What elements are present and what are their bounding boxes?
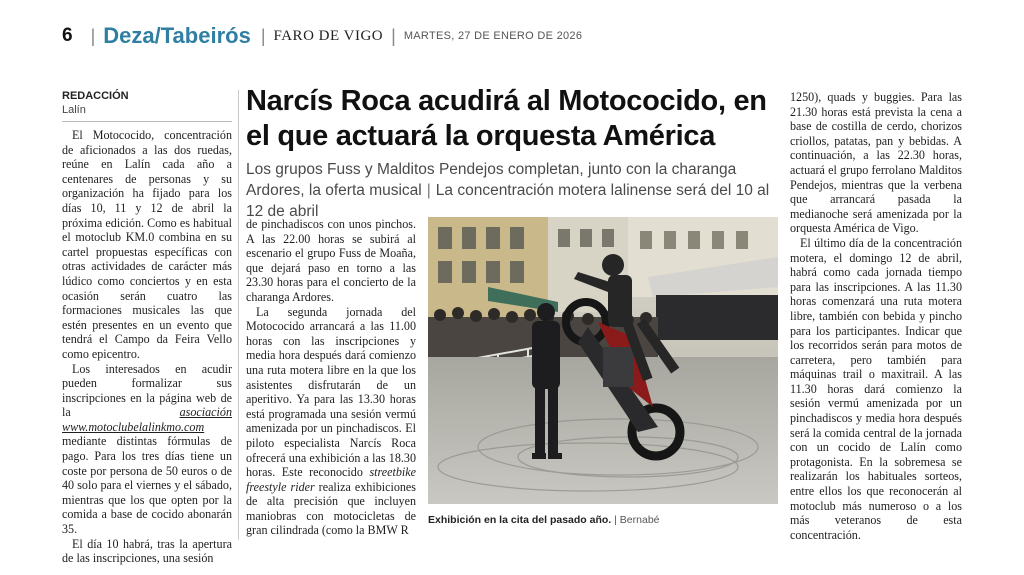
byline-rule [62, 121, 232, 122]
newspaper-name: FARO DE VIGO [273, 27, 384, 44]
paragraph-text: mediante distintas fórmulas de pago. Para los tres días tiene un coste por persona de 50 euros o de 40 solo para el viernes y el sábado, mientras que los que opten por la comida a base de cocido abonarán 35. [62, 434, 232, 537]
caption-separator: | [614, 514, 617, 526]
header-divider: | [90, 25, 96, 46]
page-header [62, 18, 962, 54]
paragraph [246, 305, 416, 539]
article-column-3 [790, 90, 962, 542]
paragraph: El último día de la concentración motera, el domingo 12 de abril, habrá como cada jornada tiempo para las inscripciones. A las 11.30 horas comenzará una ruta motera libre, también con bebida y pincho para los participantes. Indicar que los recorridos serán para motos de carretera, pero también para máquinas trail o maxitrail. A las 11.30 horas dará comienzo la sesión vermú amenizada por un pinchadiscos y media hora después será la comida central de la jornada con un cocido de Lalín como protagonista. En la sobremesa se realizarán los habituales sorteos, entre ellos los que reconocerán al motoclub más numeroso o a los más veteranos de esta concentración. [790, 235, 962, 542]
website-link[interactable]: asociación www.motoclubelalinkmo.com [62, 405, 232, 434]
caption-text: Exhibición en la cita del pasado año. [428, 514, 612, 526]
paragraph-text: La segunda jornada del Motococido arrancará a las 11.00 horas con las inscripciones y media hora después dará comienzo una ruta motera libre en la que los asistentes disfrutarán de un aperitivo. Ya para las 13.30 horas está programada una sesión vermú amenizada por un pinchadiscos. El piloto especialista Narcís Roca ofrecerá una exhibición a las 18.30 horas. Este reconocido [246, 304, 416, 480]
motorcycle-stunt-photo [428, 217, 778, 504]
article-column-2 [246, 217, 416, 538]
article-column-1 [62, 128, 232, 566]
column-divider [238, 90, 239, 540]
paragraph: de pinchadiscos con unos pinchos. A las 22.00 horas se subirá al escenario el grupo Fuss de Moaña, que dejará paso en torno a las 23.30 horas para el concierto de la charanga Ardores. [246, 217, 416, 304]
paragraph: 1250), quads y buggies. Para las 21.30 horas está prevista la cena a base de costilla de cerdo, chorizos criollos, patatas, pan y bebidas. A continuación, a las 22.30 horas, actuará el grupo ferrolano Malditos Pendejos, mientras que la verbena que arrancará pasada la medianoche será amenizada por la orquesta América de Vigo. [790, 90, 962, 236]
italic-term: streetbike freestyle rider [246, 465, 416, 494]
photo-credit: Bernabé [619, 514, 660, 526]
paragraph-text: Los interesados en acudir pueden formalizar sus inscripciones en la página web de la [62, 361, 232, 420]
photo-caption [428, 514, 778, 526]
header-divider: | [260, 25, 266, 46]
byline-author: REDACCIÓN [62, 90, 129, 102]
byline-location: Lalín [62, 104, 86, 116]
header-divider: | [391, 25, 396, 46]
section-title: Deza/Tabeirós [103, 23, 251, 48]
paragraph-text: realiza exhibiciones de alta precisión que incluyen maniobras con motocicletas de gran cilindrada (como la BMW R [246, 479, 416, 538]
article-photo [428, 217, 778, 504]
subhead-part-1: Los grupos Fuss y Malditos Pendejos completan, junto con la charanga Ardores, la oferta musical [246, 161, 737, 199]
subhead-part-2: La concentración motera lalinense será del 10 al 12 de abril [246, 182, 770, 220]
paragraph: El día 10 habrá, tras la apertura de las inscripciones, una sesión [62, 536, 232, 566]
page-number: 6 [62, 25, 73, 46]
paragraph [62, 362, 232, 537]
article-headline: Narcís Roca acudirá al Motococido, en el que actuará la orquesta América [246, 85, 767, 152]
subhead-separator: | [426, 182, 431, 199]
issue-date: MARTES, 27 DE ENERO DE 2026 [403, 30, 583, 42]
paragraph: El Motococido, concentración de aficionados a las dos ruedas, reúne en Lalín cada año a centenares de personas y su organización ha fijado para los días 10, 11 y 12 de abril la próxima edición. Como es habitual el motoclub KM.0 combina en su cartel propuestas específicas con otras actividades de carácter más lúdico como conciertos y en esta ocasión serán cuatro las formaciones musicales las que estén presentes en un evento que tendrá el Campo da Feira Vello como epicentro. [62, 128, 232, 361]
article-subhead [246, 159, 782, 222]
